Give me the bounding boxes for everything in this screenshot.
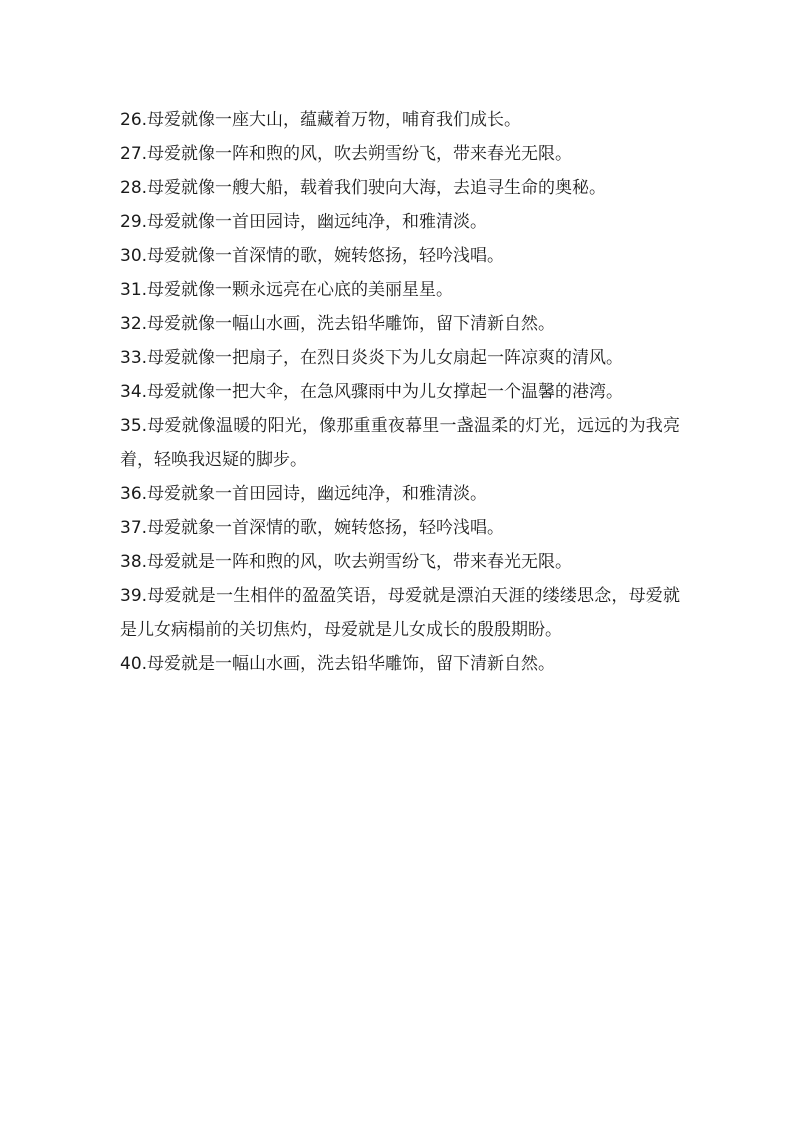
list-item-34: 34.母爱就像一把大伞，在急风骤雨中为儿女撑起一个温馨的港湾。 <box>120 382 624 402</box>
list-item-28: 28.母爱就像一艘大船，载着我们驶向大海，去追寻生命的奥秘。 <box>120 178 607 198</box>
list-item-27: 27.母爱就像一阵和煦的风，吹去朔雪纷飞，带来春光无限。 <box>120 144 573 164</box>
list-item-26: 26.母爱就像一座大山，蕴藏着万物，哺育我们成长。 <box>120 110 522 130</box>
list-item-33: 33.母爱就像一把扇子，在烈日炎炎下为儿女扇起一阵凉爽的清风。 <box>120 348 624 368</box>
list-item-40: 40.母爱就是一幅山水画，洗去铅华雕饰，留下清新自然。 <box>120 654 556 674</box>
list-item-38: 38.母爱就是一阵和煦的风，吹去朔雪纷飞，带来春光无限。 <box>120 552 573 572</box>
list-item-37: 37.母爱就象一首深情的歌，婉转悠扬，轻吟浅唱。 <box>120 518 505 538</box>
list-item-29: 29.母爱就像一首田园诗，幽远纯净，和雅清淡。 <box>120 212 488 232</box>
list-item-30: 30.母爱就像一首深情的歌，婉转悠扬，轻吟浅唱。 <box>120 246 505 266</box>
list-item-36: 36.母爱就象一首田园诗，幽远纯净，和雅清淡。 <box>120 484 488 504</box>
list-item-31: 31.母爱就像一颗永远亮在心底的美丽星星。 <box>120 280 454 300</box>
document-body <box>120 103 680 681</box>
list-item-35: 35.母爱就像温暖的阳光，像那重重夜幕里一盏温柔的灯光，远远的为我亮着，轻唤我迟疑的脚步。 <box>120 416 680 470</box>
list-item-32: 32.母爱就像一幅山水画，洗去铅华雕饰，留下清新自然。 <box>120 314 556 334</box>
list-item-39: 39.母爱就是一生相伴的盈盈笑语，母爱就是漂泊天涯的缕缕思念，母爱就是儿女病榻前的关切焦灼，母爱就是儿女成长的殷殷期盼。 <box>120 586 680 640</box>
